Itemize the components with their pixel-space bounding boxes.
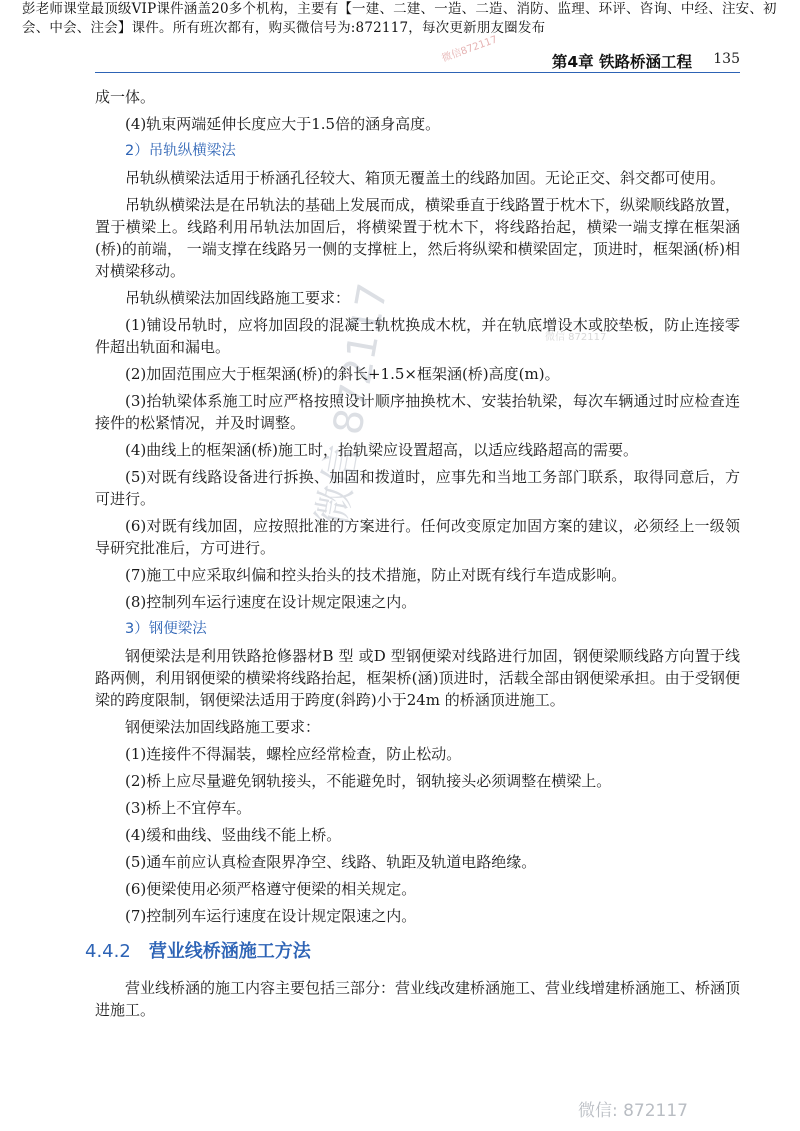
paragraph: (8)控制列车运行速度在设计规定限速之内。 <box>125 593 417 611</box>
paragraph: (3)抬轨梁体系施工时应严格按照设计顺序抽换枕木、安装抬轨梁，每次车辆通过时应检查连接件的松紧情况，并及时调整。 <box>95 392 740 432</box>
paragraph: (4)缓和曲线、竖曲线不能上桥。 <box>125 826 342 844</box>
watermark-diagonal: 微信 872117 <box>308 279 397 530</box>
paragraph: 营业线桥涵的施工内容主要包括三部分：营业线改建桥涵施工、营业线增建桥涵施工、桥涵顶进施工。 <box>95 979 741 1019</box>
subsection-heading: 2）吊轨纵横梁法 <box>125 143 236 159</box>
watermark-bottom: 微信: 872117 <box>577 1101 688 1121</box>
page-header <box>95 48 740 73</box>
paragraph: (7)控制列车运行速度在设计规定限速之内。 <box>125 907 417 925</box>
chapter-title: 第4章 铁路桥涵工程 <box>551 53 692 71</box>
paragraph: (1)铺设吊轨时，应将加固段的混凝土轨枕换成木枕，并在轨底增设木或胶垫板，防止连接零件超出轨面和漏电。 <box>95 316 740 356</box>
paragraph: (7)施工中应采取纠偏和控头抬头的技术措施，防止对既有线行车造成影响。 <box>125 566 627 584</box>
page-number: 135 <box>713 51 740 67</box>
watermark-small-top: 微信872117 <box>440 34 499 65</box>
paragraph: 吊轨纵横梁法是在吊轨法的基础上发展而成，横梁垂直于线路置于枕木下，纵梁顺线路放置，置于横梁上。线路利用吊轨法加固后，将横梁置于枕木下，将线路抬起，横梁一端支撑在框架涵(桥)的前端， 一端支撑在线路另一侧的支撑桩上，然后将纵梁和横梁固定，顶进时，框架涵(桥)相对横梁移动。 <box>95 196 741 280</box>
paragraph: (6)便梁使用必须严格遵守便梁的相关规定。 <box>125 880 417 898</box>
section-number: 4.4.2 <box>85 941 131 962</box>
subsection-heading: 3）钢便梁法 <box>125 621 207 637</box>
paragraph: 吊轨纵横梁法加固线路施工要求： <box>125 289 351 307</box>
paragraph: (6)对既有线加固，应按照批准的方案进行。任何改变原定加固方案的建议，必须经上一级领导研究批准后，方可进行。 <box>95 517 740 557</box>
paragraph: 成一体。 <box>95 88 156 106</box>
paragraph: (4)轨束两端延伸长度应大于1.5倍的涵身高度。 <box>125 115 441 133</box>
watermark-small-mid: 微信 872117 <box>545 332 607 343</box>
section-heading <box>85 941 740 963</box>
paragraph: (5)对既有线路设备进行拆换、加固和拨道时，应事先和当地工务部门联系，取得同意后，方可进行。 <box>95 468 740 508</box>
paragraph: (4)曲线上的框架涵(桥)施工时，抬轨梁应设置超高，以适应线路超高的需要。 <box>125 441 638 459</box>
paragraph: (1)连接件不得漏装，螺栓应经常检查，防止松动。 <box>125 745 462 763</box>
paragraph: 吊轨纵横梁法适用于桥涵孔径较大、箱顶无覆盖土的线路加固。无论正交、斜交都可使用。 <box>125 169 726 187</box>
paragraph: (2)加固范围应大于框架涵(桥)的斜长+1.5×框架涵(桥)高度(m)。 <box>125 365 560 383</box>
promo-banner: 彭老师课堂最顶级VIP课件涵盖20多个机构，主要有【一建、二建、一造、二造、消防、监理、环评、咨询、中经、注安、初会、中会、注会】课件。所有班次都有，购买微信号为:872117，每次更新朋友圈发布 <box>22 1 777 36</box>
paragraph: 钢便梁法加固线路施工要求： <box>125 718 321 736</box>
paragraph: 钢便梁法是利用铁路抢修器材B 型 或D 型钢便梁对线路进行加固，钢便梁顺线路方向置于线路两侧，利用钢便梁的横梁将线路抬起，框架桥(涵)顶进时，活载全部由钢便梁承担。由于受钢便梁的跨度限制，钢便梁法适用于跨度(斜跨)小于24m 的桥涵顶进施工。 <box>95 647 740 709</box>
paragraph: (2)桥上应尽量避免钢轨接头，不能避免时，钢轨接头必须调整在横梁上。 <box>125 772 612 790</box>
section-title: 营业线桥涵施工方法 <box>148 941 311 962</box>
document-body <box>85 86 741 1026</box>
paragraph: (3)桥上不宜停车。 <box>125 799 252 817</box>
paragraph: (5)通车前应认真检查限界净空、线路、轨距及轨道电路绝缘。 <box>125 853 537 871</box>
